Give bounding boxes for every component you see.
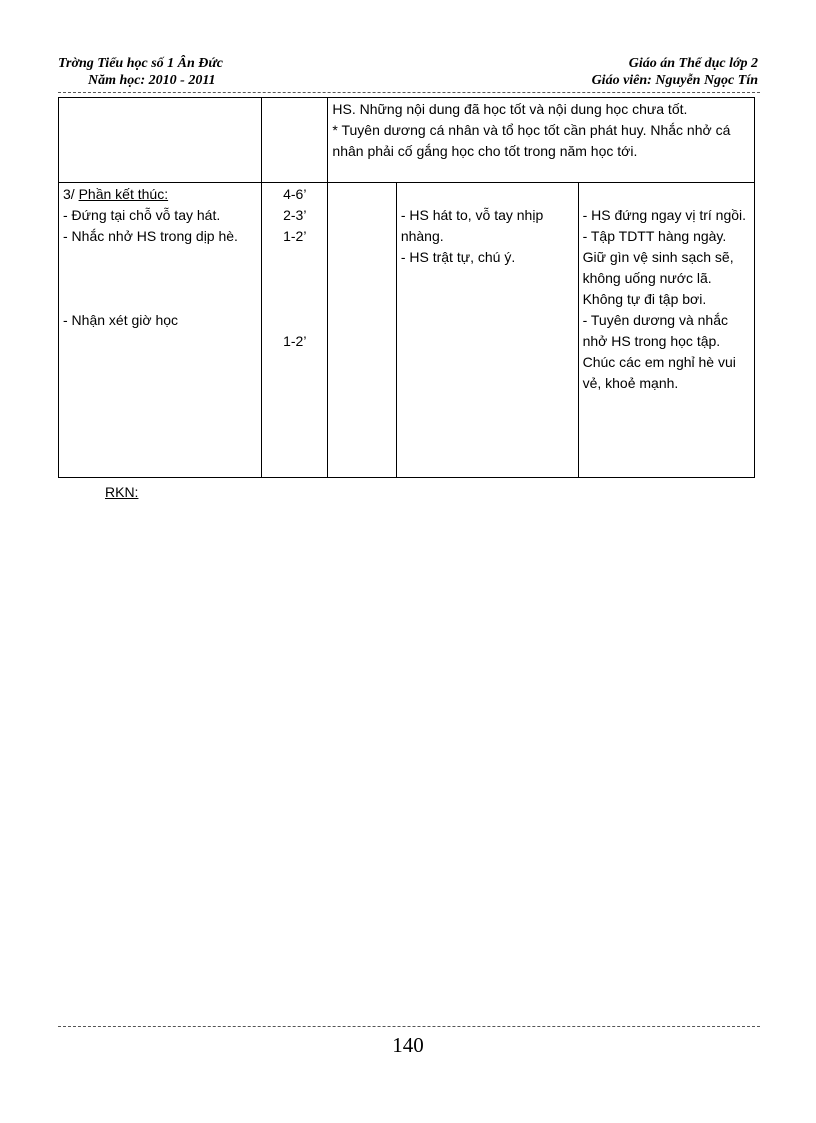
list-item: - HS trật tự, chú ý. [400,249,516,265]
student-activity-cell [396,183,578,478]
header-left [58,55,223,89]
section-heading: 3/ Phần kết thúc: [63,186,169,202]
list-item: - Tuyên dương và nhắc nhở HS trong học tập. Chúc các em nghỉ hè vui vẻ, khoẻ mạnh. [582,312,736,391]
praise-text: * Tuyên dương cá nhân và tổ học tốt cần phát huy. Nhắc nhở cá nhân phải cố gắng học cho tốt trong năm học tới. [332,122,731,159]
time-value: 4-6’ [283,186,307,202]
teacher-name: Giáo viên: Nguyễn Ngọc Tín [591,73,758,88]
footer-divider [58,1026,760,1027]
time-value: 2-3’ [283,207,307,223]
table-row [59,183,755,478]
page-number: 140 [392,1033,424,1057]
rkn-label: RKN: [105,484,139,500]
list-item: - HS đứng ngay vị trí ngồi. [582,207,747,223]
time-cell [262,183,328,478]
lesson-plan-table [58,97,755,478]
list-item: - Nhận xét giờ học [63,312,179,328]
list-item: - Tập TDTT hàng ngày. Giữ gìn vệ sinh sạch sẽ, không uống nước lã. Không tự đi tập bơi. [582,228,734,307]
plan-title: Giáo án Thể dục lớp 2 [628,56,758,71]
table-row [59,98,755,183]
header-divider [58,92,760,93]
table-cell [328,98,755,183]
list-item: - Nhắc nhở HS trong dịp hè. [63,228,238,244]
notes-cell [578,183,754,478]
content-cell [59,183,262,478]
time-value: 1-2’ [283,228,307,244]
list-item: - HS hát to, vỗ tay nhịp nhàng. [400,207,544,244]
table-cell [262,98,328,183]
school-year: Năm học: 2010 - 2011 [88,73,216,88]
time-value: 1-2’ [283,333,307,349]
school-name: Trờng Tiểu học số 1 Ân Đức [58,56,223,71]
review-text: HS. Những nội dung đã học tốt và nội dung học chưa tốt. [332,101,688,117]
table-cell [328,183,396,478]
table-cell [59,98,262,183]
section-title: Phần kết thúc: [78,186,169,202]
list-item: - Đứng tại chỗ vỗ tay hát. [63,207,221,223]
header-right [592,55,758,89]
